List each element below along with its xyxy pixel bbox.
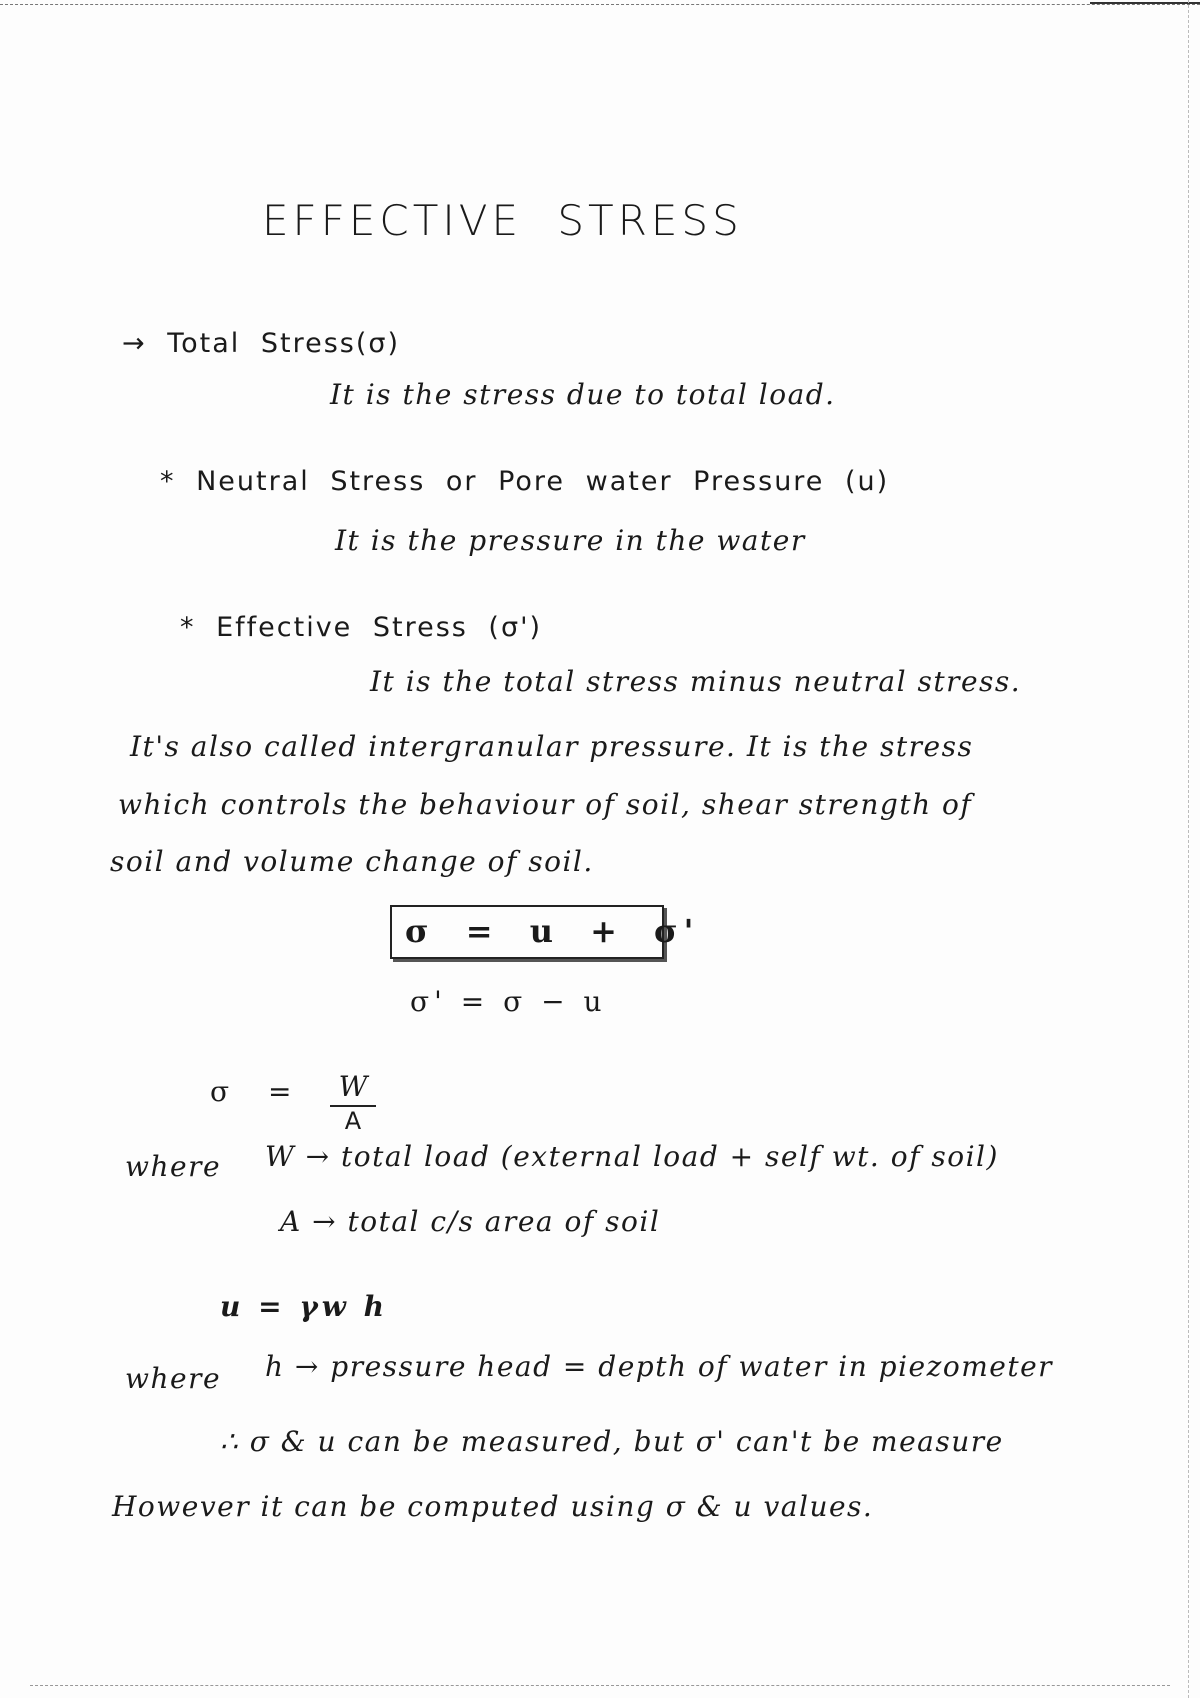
total-stress-heading: → Total Stress(σ) [122, 328, 401, 359]
conclusion-line-1: ∴ σ & u can be measured, but σ' can't be measure [220, 1425, 1004, 1458]
page-title: EFFECTIVE STRESS [262, 196, 743, 245]
where-label-2: where [125, 1362, 222, 1395]
a-definition: A → total c/s area of soil [280, 1205, 661, 1238]
effective-stress-line-3: soil and volume change of soil. [110, 845, 594, 878]
h-definition: h → pressure head = depth of water in piezometer [265, 1350, 1054, 1383]
pore-pressure-formula: u = γw h [220, 1290, 389, 1323]
boxed-formula: σ = u + σ' [405, 912, 700, 950]
derived-formula: σ' = σ − u [410, 985, 607, 1018]
where-label-1: where [125, 1150, 222, 1183]
total-stress-definition: It is the stress due to total load. [330, 378, 836, 411]
conclusion-line-2: However it can be computed using σ & u values. [112, 1490, 874, 1523]
sigma-fraction [330, 1070, 376, 1135]
sigma-formula-lhs: σ = [210, 1075, 300, 1108]
neutral-stress-heading: * Neutral Stress or Pore water Pressure (u) [160, 466, 890, 497]
effective-stress-line-1: It's also called intergranular pressure. It is the stress [130, 730, 974, 763]
neutral-stress-definition: It is the pressure in the water [335, 524, 806, 557]
scan-edge-top [0, 4, 1200, 5]
scan-edge-top-dark [1090, 2, 1200, 4]
sigma-fraction-numerator: W [330, 1070, 376, 1107]
w-definition: W → total load (external load + self wt. of soil) [265, 1140, 999, 1173]
scan-edge-bottom [30, 1685, 1170, 1686]
sigma-fraction-denominator: A [344, 1107, 362, 1135]
effective-stress-heading: * Effective Stress (σ') [180, 612, 543, 643]
scan-edge-right [1188, 0, 1189, 1698]
effective-stress-definition: It is the total stress minus neutral stress. [370, 665, 1022, 698]
effective-stress-line-2: which controls the behaviour of soil, shear strength of [118, 788, 973, 821]
